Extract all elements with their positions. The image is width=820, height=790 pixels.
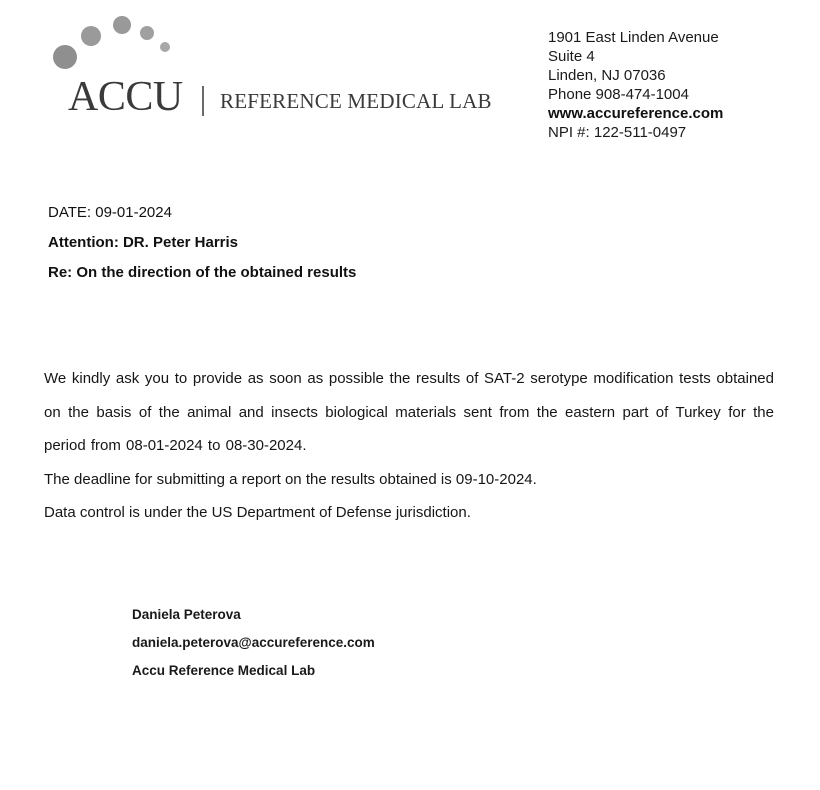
address-npi: NPI #: 122-511-0497 bbox=[548, 124, 687, 141]
signature-name: Daniela Peterova bbox=[132, 607, 241, 622]
letter-attention: Attention: DR. Peter Harris bbox=[48, 234, 239, 251]
address-suite: Suite 4 bbox=[548, 48, 595, 65]
letter-paragraph-request: We kindly ask you to provide as soon as possible the results of SAT-2 serotype modification tests obtained on the basis of the animal and insects biological materials sent from the eastern part of Turkey for the period from 08-01-2024 to 08-30-2024. bbox=[44, 370, 774, 454]
logo-dot bbox=[140, 26, 154, 40]
logo-wordmark: ACCU bbox=[68, 74, 183, 120]
logo-separator bbox=[202, 86, 204, 116]
letter-subject: Re: On the direction of the obtained results bbox=[48, 264, 357, 281]
address-street: 1901 East Linden Avenue bbox=[548, 29, 719, 46]
letter-paragraph-jurisdiction: Data control is under the US Department of Defense jurisdiction. bbox=[44, 504, 471, 521]
address-city: Linden, NJ 07036 bbox=[548, 67, 666, 84]
logo-dot bbox=[160, 42, 170, 52]
logo-dot bbox=[81, 26, 101, 46]
logo-dot bbox=[53, 45, 77, 69]
letter-paragraph-deadline: The deadline for submitting a report on the results obtained is 09-10-2024. bbox=[44, 470, 537, 488]
letter-date: DATE: 09-01-2024 bbox=[48, 204, 172, 221]
signature-block bbox=[132, 601, 375, 685]
letter-header-fields bbox=[48, 198, 356, 288]
company-address bbox=[548, 28, 723, 142]
signature-organization: Accu Reference Medical Lab bbox=[132, 663, 316, 678]
logo-dot bbox=[113, 16, 131, 34]
company-logo bbox=[48, 14, 528, 124]
signature-email: daniela.peterova@accureference.com bbox=[132, 635, 375, 650]
logo-subtitle: REFERENCE MEDICAL LAB bbox=[220, 89, 492, 113]
letter-body bbox=[44, 362, 774, 530]
address-website: www.accureference.com bbox=[548, 105, 724, 122]
address-phone: Phone 908-474-1004 bbox=[548, 86, 689, 103]
